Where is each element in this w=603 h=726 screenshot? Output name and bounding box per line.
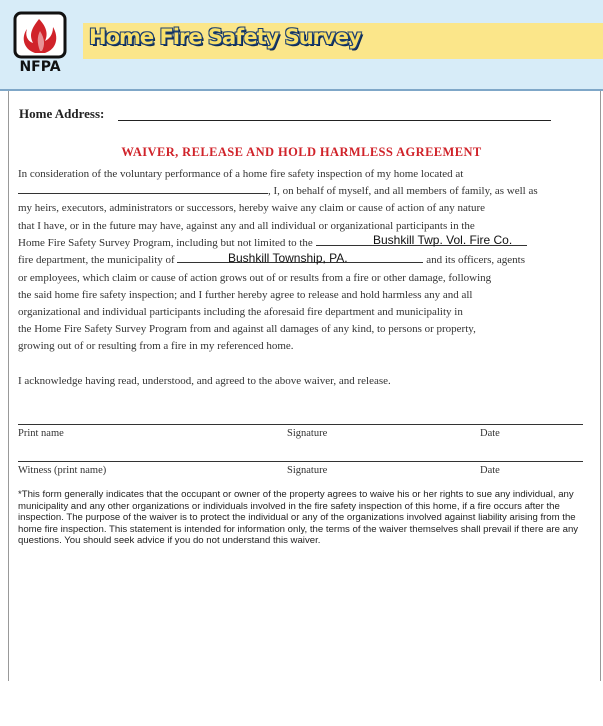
- agreement-line-11: growing out of or resulting from a fire in my referenced home.: [18, 340, 294, 352]
- form-header: [0, 0, 603, 91]
- agreement-line-1: In consideration of the voluntary performance of a home fire safety inspection of my home located at: [18, 168, 464, 180]
- agreement-line-5: Home Fire Safety Survey Program, including but not limited to the: [18, 237, 527, 249]
- witness-label: Witness (print name): [18, 465, 107, 476]
- witness-date-label: Date: [480, 465, 500, 476]
- print-name-signature-line[interactable]: [18, 424, 583, 425]
- agreement-line-7: or employees, which claim or cause of action grows out of or results from a fire or other damage, following: [18, 272, 492, 284]
- acknowledgement: I acknowledge having read, understood, and agreed to the above waiver, and release.: [18, 375, 391, 387]
- form-title: Home Fire Safety Survey: [89, 25, 361, 49]
- home-address-label: Home Address:: [19, 106, 105, 121]
- agreement-line-4: that I have, or in the future may have, against any and all individual or organizational participants in the: [18, 220, 475, 232]
- signature-label: Signature: [287, 428, 328, 439]
- agreement-line-8: the said home fire safety inspection; and I further hereby agree to release and hold harmless any and all: [18, 289, 473, 301]
- home-address-field[interactable]: [118, 120, 551, 121]
- date-label: Date: [480, 428, 500, 439]
- title-banner: [83, 23, 603, 59]
- agreement-line-6: fire department, the municipality of and its officers, agents: [18, 254, 525, 266]
- fire-company-value: Bushkill Twp. Vol. Fire Co.: [373, 233, 513, 247]
- agreement-line-9: organizational and individual participants including the aforesaid fire department and municipality in: [18, 306, 463, 318]
- municipality-value: Bushkill Township, PA.: [228, 251, 348, 265]
- left-border: [8, 91, 9, 681]
- witness-signature-label: Signature: [287, 465, 328, 476]
- print-name-label: Print name: [18, 428, 64, 439]
- right-border: [600, 91, 601, 681]
- agreement-line-10: the Home Fire Safety Survey Program from and against all damages of any kind, to persons or property,: [18, 323, 476, 335]
- agreement-line-3: my heirs, executors, administrators or successors, hereby waive any claim or cause of action of any nature: [18, 202, 486, 214]
- location-field[interactable]: [18, 193, 268, 194]
- agreement-line-2: , I, on behalf of myself, and all members of family, as well as: [18, 185, 538, 197]
- disclaimer-note: *This form generally indicates that the occupant or owner of the property agrees to waive his or her rights to sue any individual, any municipality and any other organizations or individuals involved in the fire safety inspection of this home, if a fire occurs after the inspection. The purpose of the waiver is to protect the individual or any of the organizations involved against liability arising from the home fire inspection. This statement is intended for information only, the terms of the waiver themselves shall prevail if there are any questions. You should seek advice if you do not understand this waiver.: [18, 489, 579, 547]
- nfpa-logo: [13, 11, 69, 73]
- logo-text: NFPA: [19, 59, 61, 73]
- agreement-title: WAIVER, RELEASE AND HOLD HARMLESS AGREEMENT: [121, 145, 482, 159]
- witness-signature-line[interactable]: [18, 461, 583, 462]
